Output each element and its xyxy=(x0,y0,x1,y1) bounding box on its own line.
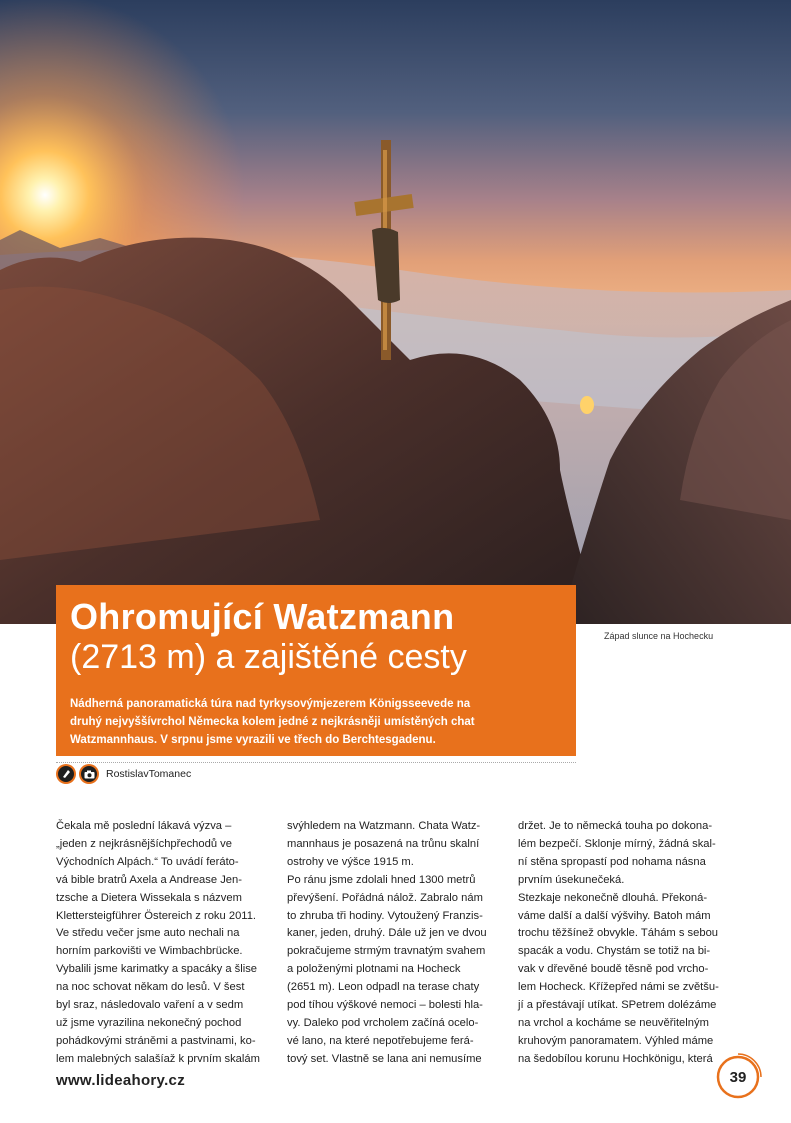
text-line: lém bezpečí. Sklonje mírný, žádná skal- xyxy=(518,837,716,850)
title-box xyxy=(56,585,576,756)
text-line: tzsche a Dietera Wissekala s názvem xyxy=(56,891,242,904)
text-line: vy. Daleko pod vrcholem začíná ocelo- xyxy=(287,1016,479,1029)
text-line: vá bible bratrů Axela a Andrease Jen- xyxy=(56,873,242,886)
text-line: Ve středu večer jsme auto nechali na xyxy=(56,927,240,940)
author-name: RostislavTomanec xyxy=(106,768,192,780)
text-line: horním parkovišti ve Wimbachbrücke. xyxy=(56,945,243,958)
text-line: trochu těžšínež obvykle. Táhám s sebou xyxy=(518,927,719,940)
text-line: pohádkovými stráněmi a pastvinami, ko- xyxy=(56,1034,256,1047)
text-line: vé lano, na které nepotřebujeme ferá- xyxy=(287,1034,474,1047)
text-line: Vybalili jsme karimatky a spacáky a šlise xyxy=(56,963,258,976)
text-line: ostrohy ve výšce 1915 m. xyxy=(287,855,414,868)
text-line: kruhovým panoramatem. Výhled máme xyxy=(518,1034,714,1047)
text-line: kaner, jeden, druhý. Dále už jen ve dvou xyxy=(287,927,487,940)
text-line: jí a přestávají utíkat. SPetrem dolézáme xyxy=(518,999,717,1012)
text-line: Klettersteigführer Östereich z roku 2011. xyxy=(56,909,257,922)
page-number: 39 xyxy=(729,1068,747,1086)
text-line: na noc schovat někam do lesů. V šest xyxy=(56,981,245,994)
text-line: lem malebných salašíaž k prvním skalám xyxy=(56,1052,260,1065)
text-line: prvním úsekunečeká. xyxy=(518,873,625,886)
text-column-3 xyxy=(518,818,736,1069)
text-line: na šedobílou korunu Hochkönigu, která xyxy=(518,1052,713,1065)
text-line: Po ránu jsme zdolali hned 1300 metrů xyxy=(287,873,476,886)
text-line: na vrchol a kocháme se neuvěřitelným xyxy=(518,1016,709,1029)
lead-paragraph xyxy=(70,695,562,749)
pen-icon xyxy=(56,764,76,784)
text-column-1 xyxy=(56,818,274,1069)
text-line: pod tíhou výškové nemoci – bolesti hla- xyxy=(287,999,483,1012)
text-line: vak v dřevěné boudě těsně pod vrcho- xyxy=(518,963,709,976)
camera-icon xyxy=(79,764,99,784)
article-title: Ohromující Watzmann xyxy=(70,596,455,637)
text-line: „jeden z nejkrásnějšíchpřechodů ve xyxy=(56,837,232,850)
text-line: lem Hocheck. Křížepřed námi se zvětšu- xyxy=(518,981,719,994)
text-line: už jsme vyrazilina nekonečný pochod xyxy=(56,1016,242,1029)
photo-caption: Západ slunce na Hochecku xyxy=(604,631,714,641)
text-line: převýšení. Pořádná nálož. Zabralo nám xyxy=(287,891,483,904)
text-line: to zhruba tři hodiny. Vytoužený Franzis- xyxy=(287,909,483,922)
text-line: Čekala mě poslední lákavá výzva – xyxy=(56,820,232,832)
website-url: www.lideahory.cz xyxy=(56,1072,185,1089)
lead-line: Nádherná panoramatická túra nad tyrkysovýmjezerem Königsseevede na xyxy=(70,698,471,710)
text-line: ní stěna spropastí pod nohama násna xyxy=(518,855,706,868)
text-line: (2651 m). Leon odpadl na terase chaty xyxy=(287,981,480,994)
text-line: Východních Alpách.“ To uvádí feráto- xyxy=(56,855,239,868)
text-line: držet. Je to německá touha po dokona- xyxy=(518,820,713,832)
article-subtitle: (2713 m) a zajištěné cesty xyxy=(70,638,467,676)
text-line: tový set. Vlastně se lana ani nemusíme xyxy=(287,1052,482,1065)
text-line: pokračujeme strmým travnatým svahem xyxy=(287,945,486,958)
byline xyxy=(56,762,576,785)
lead-line: Watzmannhaus. V srpnu jsme vyrazili ve třech do Berchtesgadenu. xyxy=(70,734,436,746)
lead-line: druhý nejvyššívrchol Německa kolem jedné z nejkrásněji umístěných chat xyxy=(70,716,475,728)
text-line: Stezkaje nekonečně dlouhá. Překoná- xyxy=(518,891,708,904)
text-column-2 xyxy=(287,818,505,1069)
text-line: byl sraz, následovalo vaření a v sedm xyxy=(56,999,244,1012)
text-line: mannhaus je posazená na trůnu skalní xyxy=(287,837,480,850)
text-line: váme další a další výšvihy. Batoh mám xyxy=(518,909,711,922)
page-number-badge xyxy=(713,1052,763,1102)
text-line: a položenými plotnami na Hocheck xyxy=(287,963,461,976)
text-line: spacák a vodu. Chystám se totiž na bi- xyxy=(518,945,711,958)
text-line: svýhledem na Watzmann. Chata Watz- xyxy=(287,820,481,832)
